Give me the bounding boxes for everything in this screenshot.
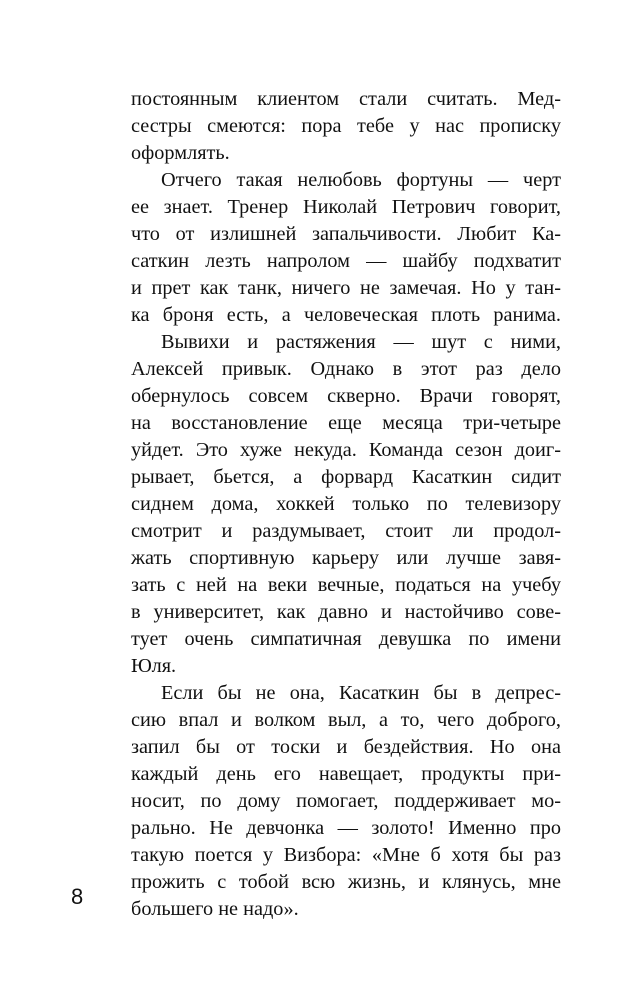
paragraph-4	[131, 680, 561, 923]
text-line: сию впал и волком выл, а то, чего доброго,	[131, 709, 561, 731]
text-line: Отчего такая нелюбовь фортуны — черт	[161, 169, 561, 191]
text-line: такую поется у Визбора: «Мне б хотя бы раз	[131, 844, 561, 866]
text-line: ка броня есть, а человеческая плоть ранима.	[131, 304, 561, 326]
text-line: большего не надо».	[131, 898, 299, 920]
text-line: на восстановление еще месяца три-четыре	[131, 412, 561, 434]
text-line: постоянным клиентом стали считать. Мед-	[131, 88, 561, 110]
text-line: каждый день его навещает, продукты при-	[131, 763, 561, 785]
text-line: уйдет. Это хуже некуда. Команда сезон доиг-	[131, 439, 561, 461]
text-line: тует очень симпатичная девушка по имени	[131, 628, 561, 650]
text-line: прожить с тобой всю жизнь, и клянусь, мне	[131, 871, 561, 893]
text-line: запил бы от тоски и бездействия. Но она	[131, 736, 561, 758]
text-line: Алексей привык. Однако в этот раз дело	[131, 358, 561, 380]
text-line: сиднем дома, хоккей только по телевизору	[131, 493, 561, 515]
text-line: и прет как танк, ничего не замечая. Но у тан-	[131, 277, 561, 299]
text-line: рально. Не девчонка — золото! Именно про	[131, 817, 561, 839]
text-line: Вывихи и растяжения — шут с ними,	[161, 331, 561, 353]
paragraph-2	[131, 167, 561, 329]
text-line: рывает, бьется, а форвард Касаткин сидит	[131, 466, 561, 488]
text-line: в университет, как давно и настойчиво сове-	[131, 601, 561, 623]
text-line: саткин лезть напролом — шайбу подхватит	[131, 250, 561, 272]
text-line: ее знает. Тренер Николай Петрович говорит,	[131, 196, 561, 218]
text-line: что от излишней запальчивости. Любит Ка-	[131, 223, 561, 245]
text-line: смотрит и раздумывает, стоит ли продол-	[131, 520, 561, 542]
text-line: Если бы не она, Касаткин бы в депрес-	[161, 682, 561, 704]
text-line: зать с ней на веки вечные, податься на учебу	[131, 574, 561, 596]
text-line: обернулось совсем скверно. Врачи говорят,	[131, 385, 561, 407]
page-number: 8	[71, 884, 84, 909]
text-line: сестры смеются: пора тебе у нас прописку	[131, 115, 561, 137]
text-line: жать спортивную карьеру или лучше завя-	[131, 547, 561, 569]
text-line: оформлять.	[131, 142, 230, 164]
paragraph-1	[131, 86, 561, 167]
paragraph-3	[131, 329, 561, 680]
text-line: Юля.	[131, 655, 177, 677]
text-line: носит, по дому помогает, поддерживает мо-	[131, 790, 561, 812]
page-body-text	[131, 86, 561, 923]
